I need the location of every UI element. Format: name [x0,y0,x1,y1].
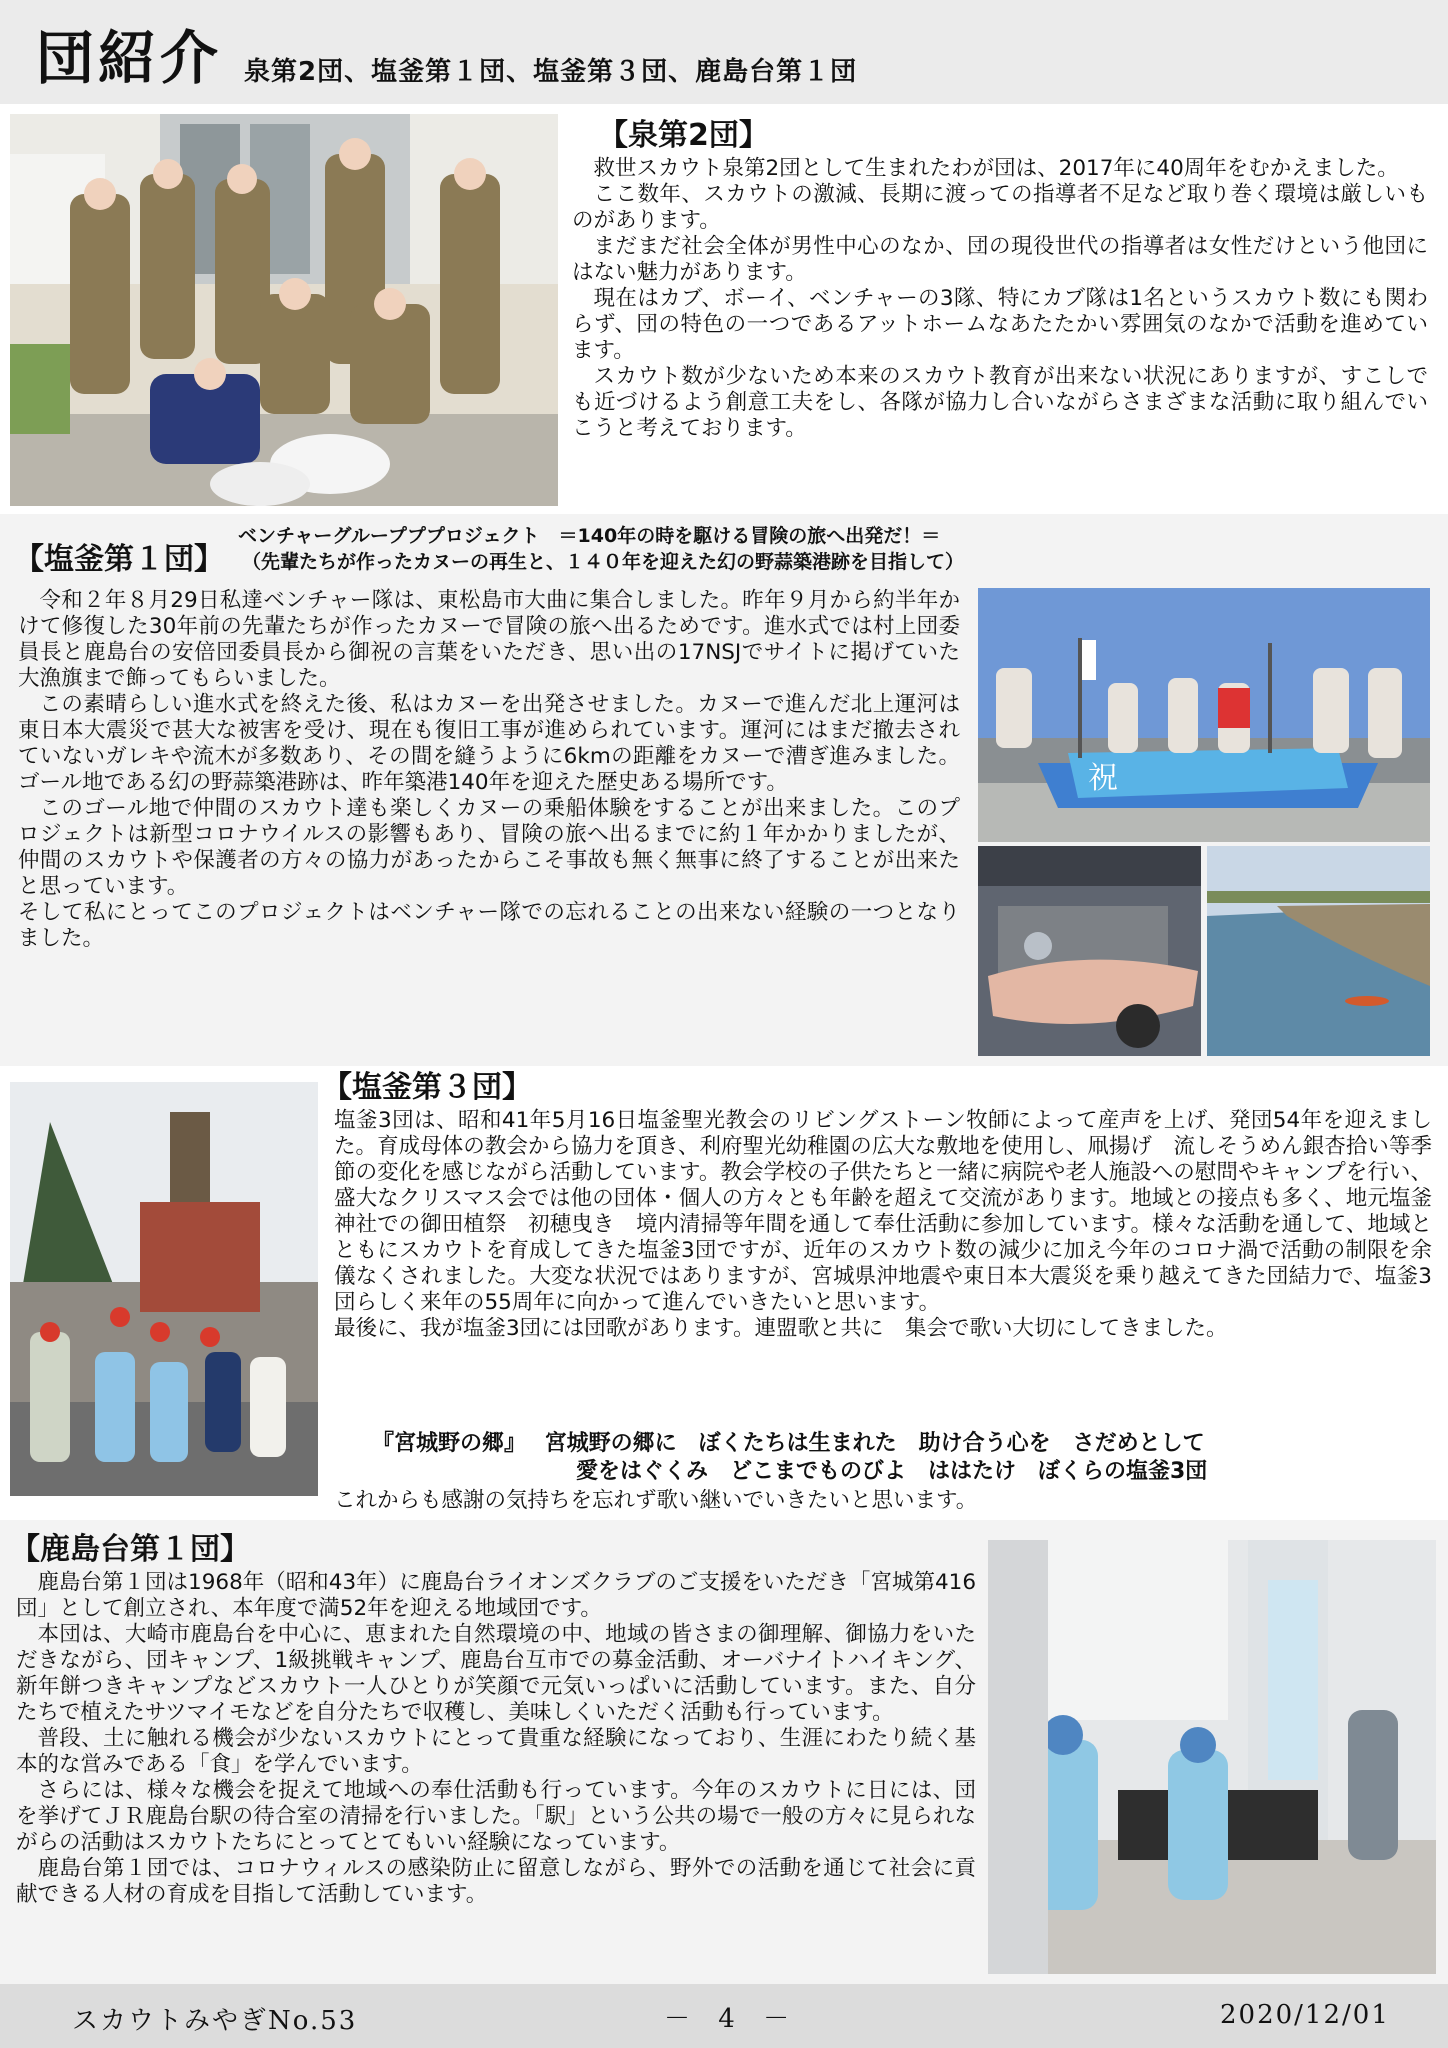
section-izumi-2 [0,104,1448,514]
kashimadai-paragraph: 本団は、大崎市鹿島台を中心に、恵まれた自然環境の中、地域の皆さまの御理解、御協力をいただきながら、団キャンプ、1級挑戦キャンプ、鹿島台互市での募金活動、オーバナイトハイキング、新年餅つきキャンプなどスカウト一人ひとりが笑顔で元気いっぱいに活動しています。また、自分たちで植えたサツマイモなどを自分たちで収穫し、美味しくいただく活動も行っています。 [16,1622,976,1725]
shiogama3-song-line-1: 『宮城野の郷』 宮城野の郷に ぼくたちは生まれた 助け合う心を さだめとして [372,1431,1205,1456]
shiogama3-shrine-photo [10,1082,318,1496]
footer-page-number: － 4 － [664,2004,800,2034]
kashimadai-paragraph: 普段、土に触れる機会が少ないスカウトにとって貴重な経験になっており、生涯にわたり続く基本的な営みである「食」を学んでいます。 [16,1726,976,1777]
shiogama3-paragraph: 最後に、我が塩釜3団には団歌があります。連盟歌と共に 集会で歌い大切にしてきました。 [334,1316,1228,1341]
kashimadai-paragraph: 鹿島台第１団は1968年（昭和43年）に鹿島台ライオンズクラブのご支援をいただき「宮城第416団」として創立され、本年度で満52年を迎える地域団です。 [16,1570,976,1621]
shiogama3-heading: 【塩釜第３団】 [322,1070,532,1105]
izumi-group-photo [10,114,558,506]
shiogama3-body [334,1108,1432,1342]
izumi-paragraph: スカウト数が少ないため本来のスカウト教育が出来ない状況にありますが、すこしでも近づけるよう創意工夫をし、各隊が協力し合いながらさまざまな活動に取り組んでいこうと考えております。 [572,364,1428,441]
footer-publication: スカウトみやぎNo.53 [72,2006,358,2036]
shiogama3-song-line-2: 愛をはぐくみ どこまでものびよ ははたけ ぼくらの塩釜3団 [576,1459,1208,1484]
izumi-paragraph: まだまだ社会全体が男性中心のなか、団の現役世代の指導者は女性だけという他団にはない魅力があります。 [572,234,1428,285]
shiogama1-paragraph: このゴール地で仲間のスカウト達も楽しくカヌーの乗船体験をすることが出来ました。このプロジェクトは新型コロナウイルスの影響もあり、冒険の旅へ出るまでに約１年かかりましたが、仲間のスカウトや保護者の方々の協力があったからこそ事故も無く無事に終了することが出来たと思っています。 [18,796,960,899]
izumi-body [572,156,1428,442]
kashimadai-heading: 【鹿島台第１団】 [10,1532,250,1567]
banner-text: 祝 [1088,761,1118,796]
izumi-heading: 【泉第2団】 [598,118,769,153]
canoe-workshop-photo [978,846,1201,1056]
kashimadai-paragraph: さらには、様々な機会を捉えて地域への奉仕活動も行っています。今年のスカウトに日には、団を挙げてＪＲ鹿島台駅の待合室の清掃を行いました。「駅」という公共の場で一般の方々に見られながらの活動はスカウトたちにとってとてもいい経験になっています。 [16,1778,976,1855]
shiogama1-project-title: ベンチャーグループププロジェクト ＝140年の時を駆ける冒険の旅へ出発だ！＝ [238,525,941,547]
canoe-ceremony-photo [978,588,1430,842]
section-kashimadai-1 [0,1520,1448,1984]
canal-canoe-photo [1207,846,1430,1056]
izumi-paragraph: ここ数年、スカウトの激減、長期に渡っての指導者不足など取り巻く環境は厳しいものがあります。 [572,182,1428,233]
footer-date: 2020/12/01 [1220,2000,1390,2030]
kashimadai-body [16,1570,976,1908]
shiogama1-paragraph: 令和２年８月29日私達ベンチャー隊は、東松島市大曲に集合しました。昨年９月から約半年かけて修復した30年前の先輩たちが作ったカヌーで冒険の旅へ出るためです。進水式では村上団委員長と鹿島台の安倍団委員長から御祝の言葉をいただき、思い出の17NSJでサイトに掲げていた大漁旗まで飾ってもらいました。 [18,588,960,691]
izumi-paragraph: 現在はカブ、ボーイ、ベンチャーの3隊、特にカブ隊は1名というスカウト数にも関わらず、団の特色の一つであるアットホームなあたたかい雰囲気のなかで活動を進めています。 [572,286,1428,363]
shiogama1-paragraph: この素晴らしい進水式を終えた後、私はカヌーを出発させました。カヌーで進んだ北上運河は東日本大震災で甚大な被害を受け、現在も復旧工事が進められています。運河にはまだ撤去されていないガレキや流木が多数あり、その間を縫うように6kmの距離をカヌーで漕ぎ進みました。ゴール地である幻の野蒜築港跡は、昨年築港140年を迎えた歴史ある場所です。 [18,692,960,795]
section-shiogama-1 [0,514,1448,1066]
page-subtitle: 泉第2団、塩釜第１団、塩釜第３団、鹿島台第１団 [244,57,858,87]
page-title: 団紹介 [36,24,223,92]
section-shiogama-3 [0,1066,1448,1520]
izumi-paragraph: 救世スカウト泉第2団として生まれたわが団は、2017年に40周年をむかえました。 [593,156,1399,181]
shiogama1-heading: 【塩釜第１団】 [14,542,224,577]
kashimadai-paragraph: 鹿島台第１団では、コロナウィルスの感染防止に留意しながら、野外での活動を通じて社会に貢献できる人材の育成を目指して活動しています。 [16,1856,976,1907]
shiogama3-paragraph: 塩釜3団は、昭和41年5月16日塩釜聖光教会のリビングストーン牧師によって産声を上げ、発団54年を迎えました。育成母体の教会から協力を頂き、利府聖光幼稚園の広大な敷地を使用し、凧揚げ 流しそうめん銀杏拾い等季節の変化を感じながら活動しています。教会学校の子供たちと一緒に病院や老人施設への慰問やキャンプを行い、盛大なクリスマス会では他の団体・個人の方々とも年齢を超えて交流があります。地域との接点も多く、地元塩釜神社での御田植祭 初穂曳き 境内清掃等年間を通して奉仕活動に参加しています。様々な活動を通して、地域とともにスカウトを育成してきた塩釜3団ですが、近年のスカウト数の減少に加え今年のコロナ渦で活動の制限を余儀なくされました。大変な状況ではありますが、宮城県沖地震や東日本大震災を乗り越えてきた団結力で、塩釜3団らしく来年の55周年に向かって進んでいきたいと思います。 [334,1108,1432,1315]
page-footer [0,1984,1448,2048]
shiogama1-body [18,588,960,952]
shiogama3-closing: これからも感謝の気持ちを忘れず歌い継いでいきたいと思います。 [334,1488,978,1513]
shiogama1-paragraph: そして私にとってこのプロジェクトはベンチャー隊での忘れることの出来ない経験の一つとなりました。 [18,900,960,951]
station-cleaning-photo [988,1540,1436,1974]
page-header [0,0,1448,104]
shiogama1-project-subtitle: （先輩たちが作ったカヌーの再生と、１４０年を迎えた幻の野蒜築港跡を目指して） [242,551,965,573]
